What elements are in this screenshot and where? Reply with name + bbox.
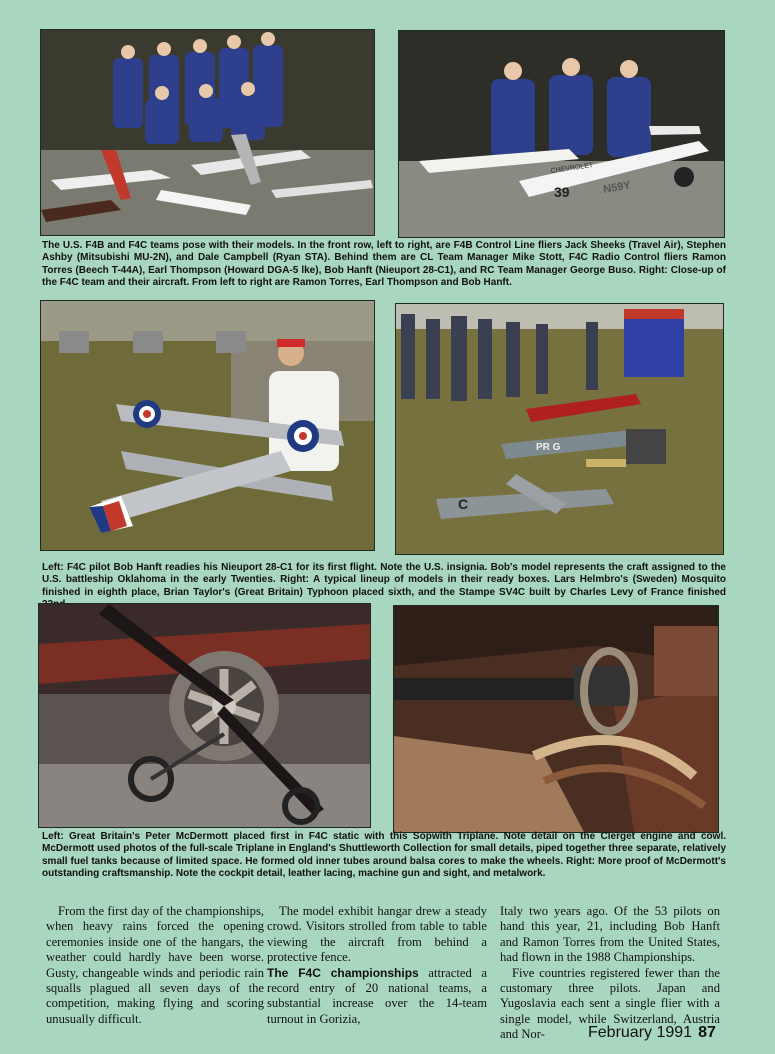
body-column-1 [46,904,264,1027]
photo-team-group [40,29,375,236]
body-text: attracted a record entry of 20 national teams, a substantial increase over the 14-team turnout in Gorizia, [267,965,488,1026]
photo-sopwith-engine [38,603,371,828]
issue-date: February 1991 [588,1024,693,1041]
racer-number-marking: 39 [554,184,570,200]
body-paragraph: From the first day of the championships, when heavy rains forced the opening ceremonies inside one of the hangars, the weather could hardly have been worse. Gusty, changeable winds and periodic rain squalls plagued all seven days of the competition, making flying and scoring unusually difficult. [46,904,264,1026]
caption-sopwith: Left: Great Britain's Peter McDermott placed first in F4C static with this Sopwith Triplane. Note detail on the Clerget engine and cowl. McDermott used photos of the full-scale Triplane in England's Shuttleworth Collection for small details, piped together three separate, relatively small fuel tanks because of limited space. He formed old inner tubes around balsa cores to make the wheels. Right: More proof of McDermott's outstanding craftsmanship. Note the cockpit detail, leather lacing, machine gun and sight, and metalwork. [42,831,726,880]
racer-reg-marking: N59Y [602,179,632,196]
body-paragraph-lead [267,966,487,1028]
body-paragraph: The model exhibit hangar drew a steady crowd. Visitors strolled from table to table viewing the aircraft from behind a protective fence. [267,904,487,965]
caption-nieuport-lineup: Left: F4C pilot Bob Hanft readies his Nieuport 28-C1 for its first flight. Note the U.S. insignia. Bob's model represents the craft assigned to the U.S. battleship Oklahoma in the early Twenties. Right: A typical lineup of models in their ready boxes. Lars Helmbro's (Sweden) Mosquito finished in eighth place, Brian Taylor's (Great Britain) Typhoon placed sixth, and the Stampe SV4C built by Charles Levy of France finished [42,562,726,598]
typhoon-marking: PR G [536,442,561,453]
page-footer [588,1024,716,1042]
photo-sopwith-cockpit [393,605,719,833]
caption-team-photos: The U.S. F4B and F4C teams pose with their models. In the front row, left to right, are F4B Control Line fliers Jack Sheeks (Travel Air), Stephen Ashby (Mitsubishi MU-2N), and Dale Campbell (Ryan STA). Behind them are CL Team Manager Mike Stott, F4C Radio Control fliers Ramon Torres (Beech T-44A), Earl Thompson (Howard DGA-5 lke), Bob Hanft (Nieuport 28-C1), and RC Team Manager George Buso. Right: Close-up of the F4C team and their aircraft. From left to right are Ramon Torres, Earl Thompson and Bob Hanft. [42,240,726,289]
photo-f4c-team [398,30,725,238]
run-in-heading: The F4C championships [267,965,419,980]
body-paragraph: Italy two years ago. Of the 53 pilots on hand this year, 21, including Bob Hanft and Ramon Torres from the United States, had flown in the 1988 Championships. [500,904,720,965]
racer-name-marking: CHEVROLET [550,162,594,175]
photo-nieuport-hanft [40,300,375,551]
page-number: 87 [698,1024,716,1041]
mosquito-marking: C [458,496,469,512]
body-column-3 [500,904,720,1043]
body-paragraph: Five countries registered fewer than the customary three pilots. Japan and Yugoslavia each sent a single flier with a single model, while Switzerland, Austria and Nor- [500,965,720,1042]
body-column-2 [267,904,487,1027]
photo-models-lineup [395,303,724,555]
